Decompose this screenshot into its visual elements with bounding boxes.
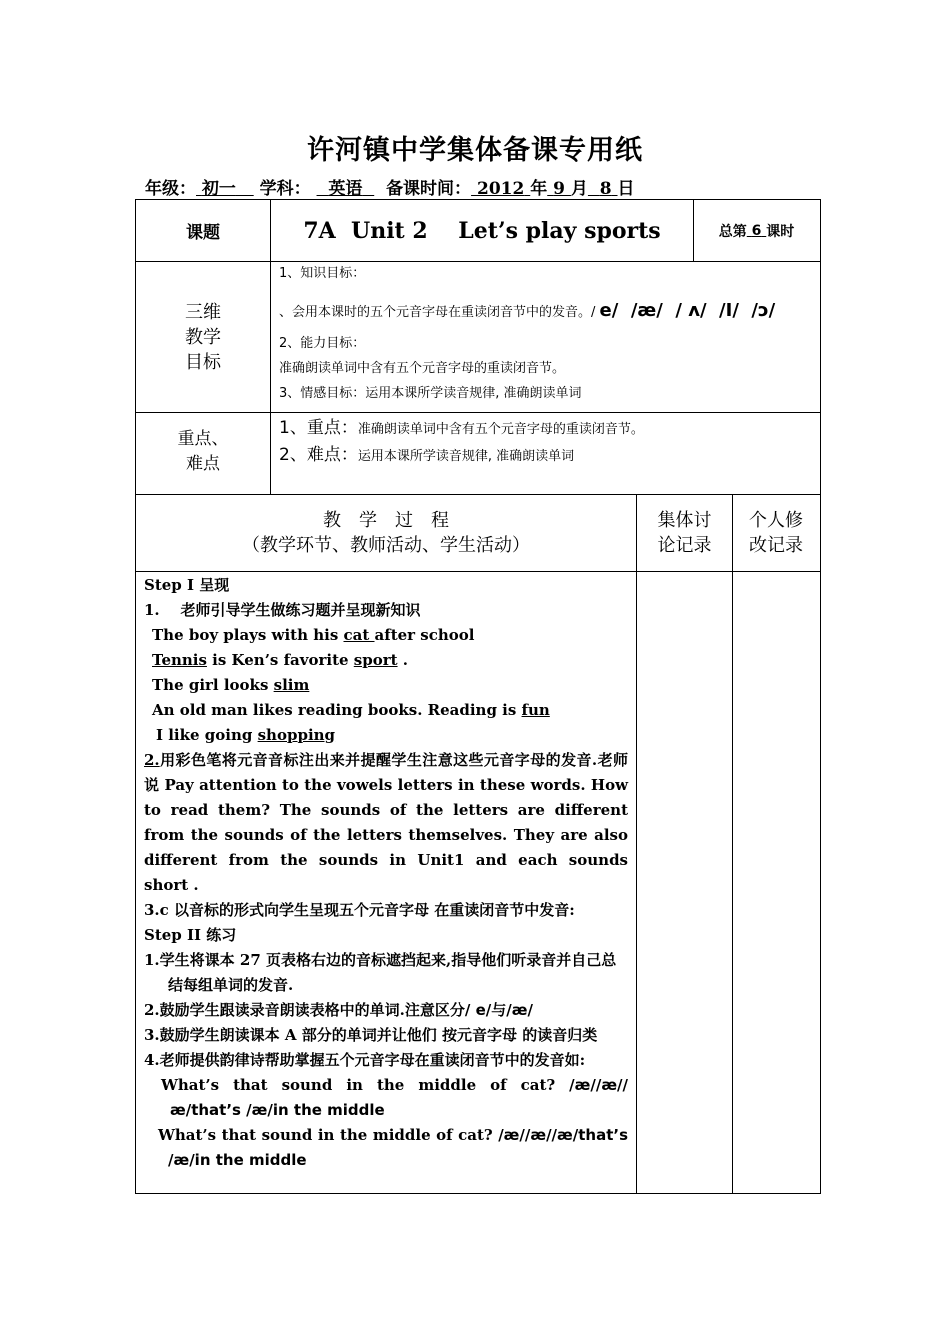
topic-value: 7A Unit 2 Let’s play sports bbox=[303, 217, 661, 244]
step-2-item-4: 4.老师提供韵律诗帮助掌握五个元音字母在重读闭音节中的发音如: bbox=[144, 1051, 586, 1069]
discussion-record-header: 集体讨 论记录 bbox=[657, 510, 712, 556]
month-value: 9 bbox=[553, 179, 565, 199]
example-sentence: The girl looks slim bbox=[152, 676, 310, 694]
step-1-heading: Step I 呈现 bbox=[144, 576, 230, 594]
keypoints-label: 重点、 难点 bbox=[177, 428, 229, 474]
year-value: 2012 bbox=[476, 179, 525, 199]
year-unit: 年 bbox=[530, 179, 548, 199]
personal-record-header: 个人修 改记录 bbox=[749, 510, 803, 556]
goal-knowledge-detail: 、会用本课时的五个元音字母在重读闭音节中的发音。/ e/ /æ/ / ʌ/ /I/ /ɔ/ bbox=[279, 300, 776, 321]
example-sentence: An old man likes reading books. Reading is fun bbox=[152, 701, 550, 719]
goal-ability-detail: 准确朗读单词中含有五个元音字母的重读闭音节。 bbox=[279, 361, 566, 376]
rhyme-line: What’s that sound in the middle of cat? /æ//æ//æ/that’s /æ/in the middle bbox=[161, 1076, 628, 1119]
goals-content bbox=[279, 262, 819, 412]
example-sentence: I like going shopping bbox=[156, 726, 336, 744]
time-label: 备课时间： bbox=[386, 179, 472, 199]
process-header bbox=[136, 508, 636, 558]
goal-ability: 2、能力目标： bbox=[279, 336, 366, 351]
row-divider bbox=[135, 494, 821, 495]
example-sentence: Tennis is Ken’s favorite sport . bbox=[152, 651, 409, 669]
topic-label: 课题 bbox=[186, 223, 220, 243]
col-divider bbox=[732, 494, 733, 1193]
process-subtitle: （教学环节、教师活动、学生活动） bbox=[242, 535, 530, 556]
page-title: 许河镇中学集体备课专用纸 bbox=[307, 135, 643, 166]
col-divider bbox=[636, 494, 637, 1193]
goal-knowledge: 1、知识目标： bbox=[279, 266, 366, 281]
step-2-item-1: 1.学生将课本 27 页表格右边的音标遮挡起来,指导他们听录音并自己总结每组单词的发音. bbox=[144, 951, 617, 994]
day-unit: 日 bbox=[617, 179, 635, 199]
step-2-heading: Step II 练习 bbox=[144, 926, 237, 944]
grade-label: 年级： bbox=[145, 179, 196, 199]
lesson-count-value: 6 bbox=[751, 222, 762, 239]
day-value: 8 bbox=[599, 179, 612, 199]
subject-value: 英语 bbox=[328, 179, 363, 199]
lesson-count: 总第 6 课时 bbox=[718, 222, 795, 240]
table-bottom-border bbox=[135, 1193, 821, 1194]
keypoints-content bbox=[279, 415, 819, 469]
step-1-item-1: 1. 老师引导学生做练习题并呈现新知识 bbox=[144, 601, 421, 619]
step-1-item-3: 3.c 以音标的形式向学生呈现五个元音字母 在重读闭音节中发音: bbox=[144, 901, 575, 919]
month-unit: 月 bbox=[570, 179, 588, 199]
example-sentence: The boy plays with his cat after school bbox=[152, 626, 475, 644]
process-title: 教 学 过 程 bbox=[323, 510, 449, 531]
row-divider bbox=[135, 571, 821, 572]
grade-value: 初一 bbox=[201, 179, 236, 199]
difficult-point: 2、难点：运用本课所学读音规律, 准确朗读单词 bbox=[279, 445, 575, 465]
key-point: 1、重点：准确朗读单词中含有五个元音字母的重读闭音节。 bbox=[279, 418, 644, 438]
rhyme-line: What’s that sound in the middle of cat? /æ//æ//æ/that’s /æ/in the middle bbox=[158, 1126, 628, 1169]
subject-label: 学科： bbox=[259, 179, 311, 199]
goals-label: 三维 教学 目标 bbox=[185, 301, 221, 373]
goal-emotion: 3、情感目标：运用本课所学读音规律, 准确朗读单词 bbox=[279, 386, 582, 401]
step-1-item-2: 2.用彩色笔将元音音标注出来并提醒学生注意这些元音字母的发音.老师说 Pay attention to the vowels letters in these words. How to read them? The sounds of the letters are different from the sounds of the letters themselves. They are also different from the sounds in Unit1 and each sounds short . bbox=[144, 751, 628, 894]
step-2-item-2: 2.鼓励学生跟读录音朗读表格中的单词.注意区分/ e/与/æ/ bbox=[144, 1001, 533, 1019]
process-content bbox=[144, 573, 628, 1173]
step-2-item-3: 3.鼓励学生朗读课本 A 部分的单词并让他们 按元音字母 的读音归类 bbox=[144, 1026, 598, 1044]
header-meta bbox=[145, 174, 635, 199]
